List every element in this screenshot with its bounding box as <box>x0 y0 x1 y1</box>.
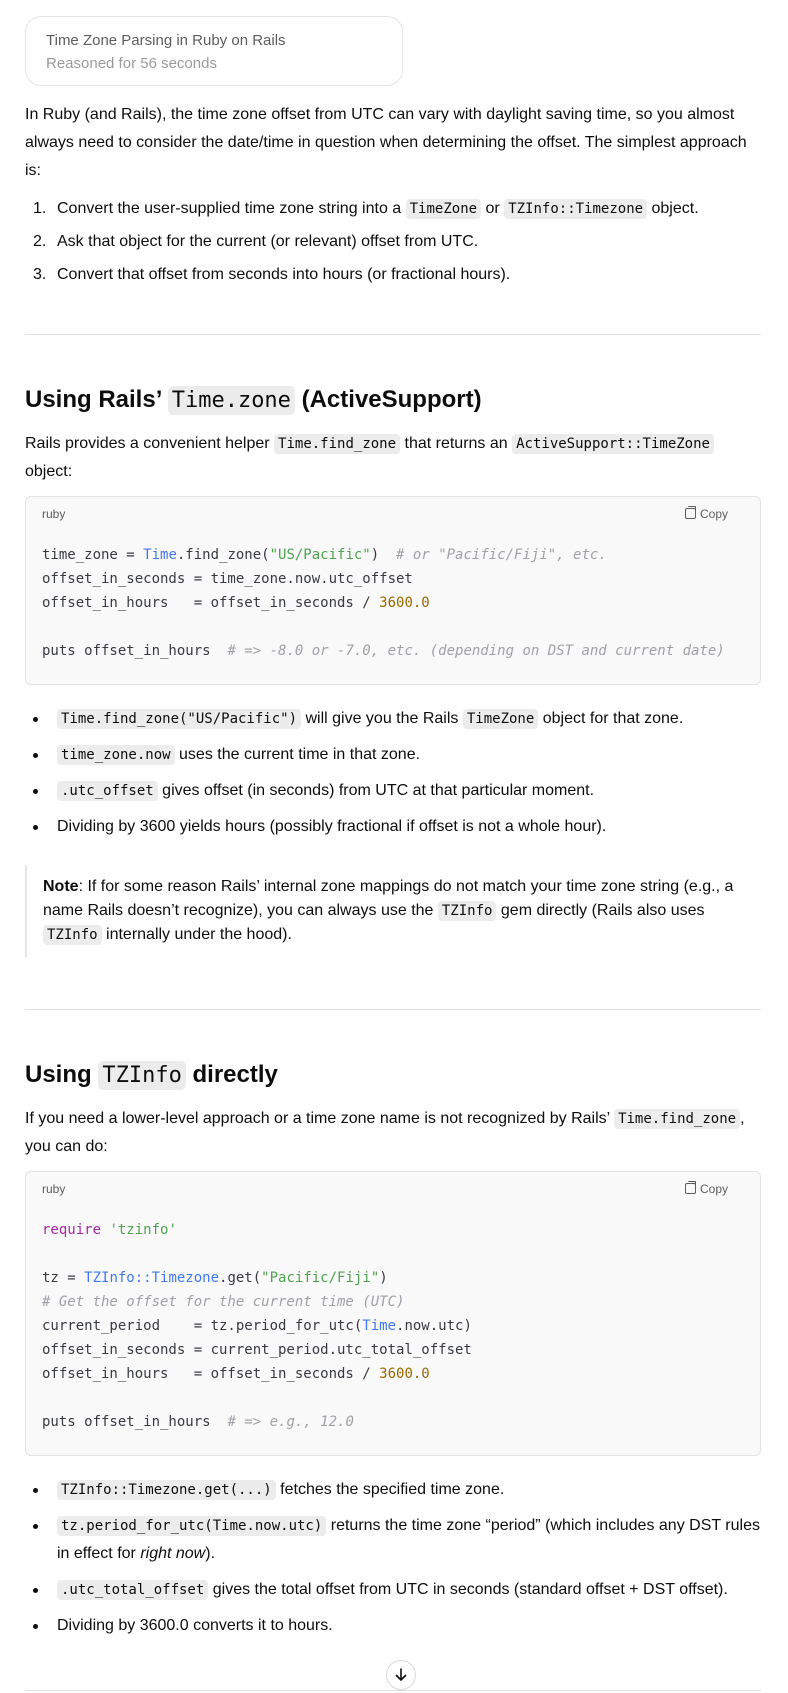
bullet-text: ). <box>205 1545 216 1562</box>
inline-code: .utc_total_offset <box>57 1580 208 1600</box>
inline-code: .utc_offset <box>57 781 158 801</box>
inline-code: tz.period_for_utc(Time.now.utc) <box>57 1516 326 1536</box>
list-item <box>25 195 761 223</box>
list-item <box>25 777 761 805</box>
heading-text: Using Rails’ <box>25 386 168 413</box>
list-item <box>25 1476 761 1504</box>
bullet-text: gives the total offset from UTC in seconds (standard offset + DST offset). <box>208 1581 728 1598</box>
bullet-dot <box>33 1624 38 1629</box>
list-item <box>25 813 761 841</box>
reasoning-title: Time Zone Parsing in Ruby on Rails <box>46 32 286 49</box>
step-number: 1. <box>33 200 47 217</box>
list-item <box>25 261 761 289</box>
emphasis-text: right now <box>140 1545 206 1562</box>
copy-icon <box>685 508 696 519</box>
code-block <box>25 1171 761 1456</box>
steps-list <box>25 195 761 289</box>
step-text: or <box>481 200 505 217</box>
note-text: : If for some reason Rails’ internal zone mappings do not match your time zone string (e.g., a name Rails doesn’t recognize), you can always use the <box>43 878 734 919</box>
bullet-text: Dividing by 3600 yields hours (possibly fractional if offset is not a whole hour). <box>57 818 607 835</box>
code-language-label: ruby <box>42 507 66 521</box>
step-text: Ask that object for the current (or relevant) offset from UTC. <box>57 233 479 250</box>
code-block-header <box>26 497 760 533</box>
step-number: 2. <box>33 233 47 250</box>
bullet-text: returns the time zone “period” (which includes any DST rules in effect for <box>57 1517 760 1562</box>
para-text: object: <box>25 463 73 480</box>
bullet-text: will give you the Rails <box>301 710 463 727</box>
bullet-text: fetches the specified time zone. <box>275 1481 505 1498</box>
bullet-dot <box>33 789 38 794</box>
inline-code: Time.find_zone <box>274 434 400 454</box>
list-item <box>25 1512 761 1568</box>
reasoning-summary[interactable] <box>25 16 403 86</box>
bullet-list <box>25 705 761 841</box>
section-heading <box>25 383 761 418</box>
para-text: Rails provides a convenient helper <box>25 435 275 452</box>
note-label: Note <box>43 878 79 895</box>
heading-code: Time.zone <box>168 386 295 415</box>
code-content: time_zone = Time.find_zone("US/Pacific") # or "Pacific/Fiji", etc. offset_in_seconds = time_zone.now.utc_offset offset_in_hours = offset_in_seconds / 3600.0 puts offset_in_hours # => -8.0 or -7.0, etc. (depending on DST and current date) <box>42 547 725 659</box>
list-item <box>25 1612 761 1640</box>
bullet-text: Dividing by 3600.0 converts it to hours. <box>57 1617 333 1634</box>
note-blockquote <box>25 865 761 957</box>
bullet-text: gives offset (in seconds) from UTC at that particular moment. <box>157 782 595 799</box>
inline-code: TZInfo::Timezone <box>504 199 647 219</box>
bullet-dot <box>33 1524 38 1529</box>
heading-text: Using <box>25 1061 99 1088</box>
inline-code: Time.find_zone <box>614 1109 740 1129</box>
inline-code: ActiveSupport::TimeZone <box>512 434 714 454</box>
copy-button[interactable] <box>685 1182 728 1196</box>
para-text: If you need a lower-level approach or a time zone name is not recognized by Rails’ <box>25 1110 615 1127</box>
inline-code: TZInfo <box>43 925 102 945</box>
inline-code: TimeZone <box>406 199 481 219</box>
step-text: Convert that offset from seconds into hours (or fractional hours). <box>57 266 511 283</box>
inline-code: TZInfo <box>438 901 497 921</box>
bullet-dot <box>33 1488 38 1493</box>
bullet-text: object for that zone. <box>538 710 684 727</box>
inline-code: time_zone.now <box>57 745 175 765</box>
section-paragraph <box>25 430 761 486</box>
step-number: 3. <box>33 266 47 283</box>
inline-code: TimeZone <box>463 709 538 729</box>
heading-code: TZInfo <box>98 1061 185 1090</box>
copy-label: Copy <box>699 507 728 521</box>
step-text: Convert the user-supplied time zone string into a <box>57 200 406 217</box>
list-item <box>25 228 761 256</box>
chat-response <box>25 16 761 1691</box>
bullet-dot <box>33 717 38 722</box>
divider <box>25 1009 761 1010</box>
divider <box>25 334 761 335</box>
code-content: require 'tzinfo' tz = TZInfo::Timezone.get("Pacific/Fiji") # Get the offset for the current time (UTC) current_period = tz.period_for_utc(Time.now.utc) offset_in_seconds = current_period.utc_total_offset offset_in_hours = offset_in_seconds / 3600.0 puts offset_in_hours # => e.g., 12.0 <box>42 1222 472 1430</box>
bullet-dot <box>33 753 38 758</box>
reasoning-duration: Reasoned for 56 seconds <box>46 55 217 72</box>
heading-text: (ActiveSupport) <box>294 386 482 413</box>
code-block <box>25 496 761 685</box>
bullet-list <box>25 1476 761 1640</box>
section-paragraph <box>25 1105 761 1161</box>
inline-code: Time.find_zone("US/Pacific") <box>57 709 301 729</box>
bullet-dot <box>33 825 38 830</box>
bullet-text: uses the current time in that zone. <box>174 746 421 763</box>
list-item <box>25 741 761 769</box>
heading-text: directly <box>185 1061 278 1088</box>
copy-label: Copy <box>699 1182 728 1196</box>
para-text: that returns an <box>400 435 513 452</box>
step-text: object. <box>647 200 699 217</box>
intro-paragraph: In Ruby (and Rails), the time zone offset from UTC can vary with daylight saving time, so you almost always need to consider the date/time in question when determining the offset. The simplest approach is: <box>25 106 747 179</box>
copy-button[interactable] <box>685 507 728 521</box>
scroll-to-bottom-button[interactable] <box>386 1660 416 1690</box>
para-text: , you can do: <box>25 1110 745 1155</box>
note-text: gem directly (Rails also uses <box>496 902 705 919</box>
code-block-header <box>26 1172 760 1208</box>
copy-icon <box>685 1183 696 1194</box>
code-language-label: ruby <box>42 1182 66 1196</box>
bullet-dot <box>33 1588 38 1593</box>
list-item <box>25 705 761 733</box>
arrow-down-icon <box>394 1668 408 1682</box>
note-text: internally under the hood). <box>101 926 292 943</box>
list-item <box>25 1576 761 1604</box>
inline-code: TZInfo::Timezone.get(...) <box>57 1480 276 1500</box>
divider <box>25 1690 761 1691</box>
section-heading <box>25 1058 761 1093</box>
